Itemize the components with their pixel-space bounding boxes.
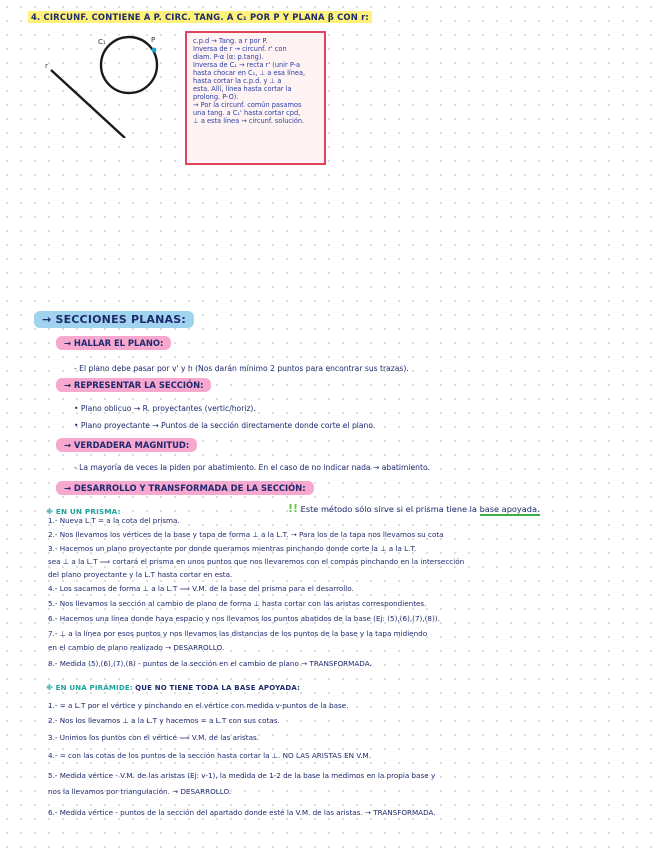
main-title: → SECCIONES PLANAS: (34, 313, 194, 326)
line-r (51, 70, 125, 138)
piramide-line: 1.- = a L.T por el vértice y pinchando en el vértice con medida v-puntos de la base. (48, 701, 349, 710)
piramide-line: 6.- Medida vértice - puntos de la sección del apartado donde esté la V.M. de las aristas. → TRANSFORMADA. (48, 808, 436, 817)
problem-title: 4. CIRCUNF. CONTIENE A P. CIRC. TANG. A C₁ POR P Y PLANA β CON r: (28, 12, 372, 22)
prisma-line: 7.- ⊥ a la línea por esos puntos y nos llevamos las distancias de los puntos de la base y la tapa midiendo (48, 629, 428, 638)
piramide-line: 2.- Nos los llevamos ⊥ a la L.T y hacemos = a L.T con sus cotas. (48, 716, 280, 725)
label-p: P (151, 36, 156, 44)
prisma-note-text: Este método sólo sirve si el prisma tiene la (300, 504, 477, 514)
circle-c1 (101, 37, 157, 93)
section-representar-line2: • Plano proyectante → Puntos de la sección directamente donde corte el plano. (74, 421, 376, 430)
point-p (152, 48, 157, 53)
solution-box (185, 31, 326, 165)
box-line: esta. Allí, línea hasta cortar la (193, 85, 292, 93)
box-line: c.p.d → Tang. a r por P. (193, 37, 268, 45)
section-magnitud-title: → VERDADERA MAGNITUD: (56, 440, 197, 450)
box-line: → Por la circunf. común pasamos (193, 101, 302, 109)
section-representar-title: → REPRESENTAR LA SECCIÓN: (56, 380, 211, 390)
prisma-note (288, 502, 540, 515)
box-line: Inversa de C₁ → recta r' (unir P-a (193, 61, 301, 69)
prisma-line: 8.- Medida (5),(6),(7),(8) - puntos de la sección en el cambio de plano → TRANSFORMADA. (48, 659, 372, 668)
piramide-line: 5.- Medida vértice - V.M. de las aristas (Ej: v-1), la medida de 1-2 de la base la medimos en la propia base y (48, 771, 436, 780)
prisma-line: en el cambio de plano realizado → DESARROLLO. (48, 643, 225, 652)
section-plano-title: → HALLAR EL PLANO: (56, 338, 171, 348)
prisma-line: del plano proyectante y la L.T hasta cortar en esta. (48, 570, 233, 579)
prisma-line: 4.- Los sacamos de forma ⊥ a la L.T ⟹ V.M. de la base del prisma para el desarrollo. (48, 584, 354, 593)
box-line: ⊥ a esta línea → circunf. solución. (193, 117, 305, 125)
box-line: una tang. a C₁' hasta cortar cpd, (193, 109, 301, 117)
prisma-title: ※ EN UN PRISMA: (46, 507, 121, 516)
prisma-line: 3.- Hacemos un plano proyectante por donde queramos mientras pinchando donde corte la ⊥ a la L.T. (48, 544, 417, 553)
warning-icon: !! (288, 502, 299, 515)
piramide-line: nos la llevamos por triangulación. → DESARROLLO. (48, 787, 232, 796)
piramide-title: ※ EN UNA PIRÁMIDE: QUE NO TIENE TODA LA BASE APOYADA: (46, 684, 301, 692)
box-line: Inversa de r → circunf. r' con (193, 45, 287, 53)
prisma-line: sea ⊥ a la L.T ⟹ cortará el prisma en unos puntos que nos llevaremos con el compás pinchando en la intersección (48, 557, 465, 566)
label-c1: C₁ (98, 38, 106, 46)
prisma-line: 2.- Nos llevamos los vértices de la base y tapa de forma ⊥ a la L.T. → Para los de la tapa nos llevamos su cota (48, 530, 444, 539)
piramide-line: 3.- Unimos los puntos con el vértice ⟹ V.M. de las aristas. (48, 733, 260, 742)
piramide-line: 4.- = con las cotas de los puntos de la sección hasta cortar la ⊥. NO LAS ARISTAS EN V.M. (48, 751, 372, 760)
section-plano-text: - El plano debe pasar por v' y h (Nos darán mínimo 2 puntos para encontrar sus trazas). (74, 364, 409, 373)
prisma-line: 6.- Hacemos una línea donde haya espacio y nos llevamos los puntos abatidos de la base (Ej: (5),(6),(7),(8)). (48, 614, 440, 623)
box-line: prolong. P-O). (193, 93, 239, 101)
prisma-line: 1.- Nueva L.T = a la cota del prisma. (48, 516, 180, 525)
section-representar-line1: • Plano oblicuo → R. proyectantes (vertic/horiz). (74, 404, 256, 413)
section-magnitud-text: - La mayoría de veces la piden por abatimiento. En el caso de no indicar nada → abatimiento. (74, 463, 430, 472)
prisma-line: 5.- Nos llevamos la sección al cambio de plano de forma ⊥ hasta cortar con las aristas correspondientes. (48, 599, 427, 608)
section-desarrollo-title: → DESARROLLO Y TRANSFORMADA DE LA SECCIÓN: (56, 483, 314, 493)
box-line: hasta chocar en C₁, ⊥ a esa línea, (193, 69, 306, 77)
prisma-note-highlight: base apoyada. (479, 504, 540, 514)
box-line: hasta cortar la c.p.d. y ⊥ a (193, 77, 282, 85)
box-line: diam. P-α (α: p.tang). (193, 53, 264, 61)
label-r: r (45, 62, 48, 70)
